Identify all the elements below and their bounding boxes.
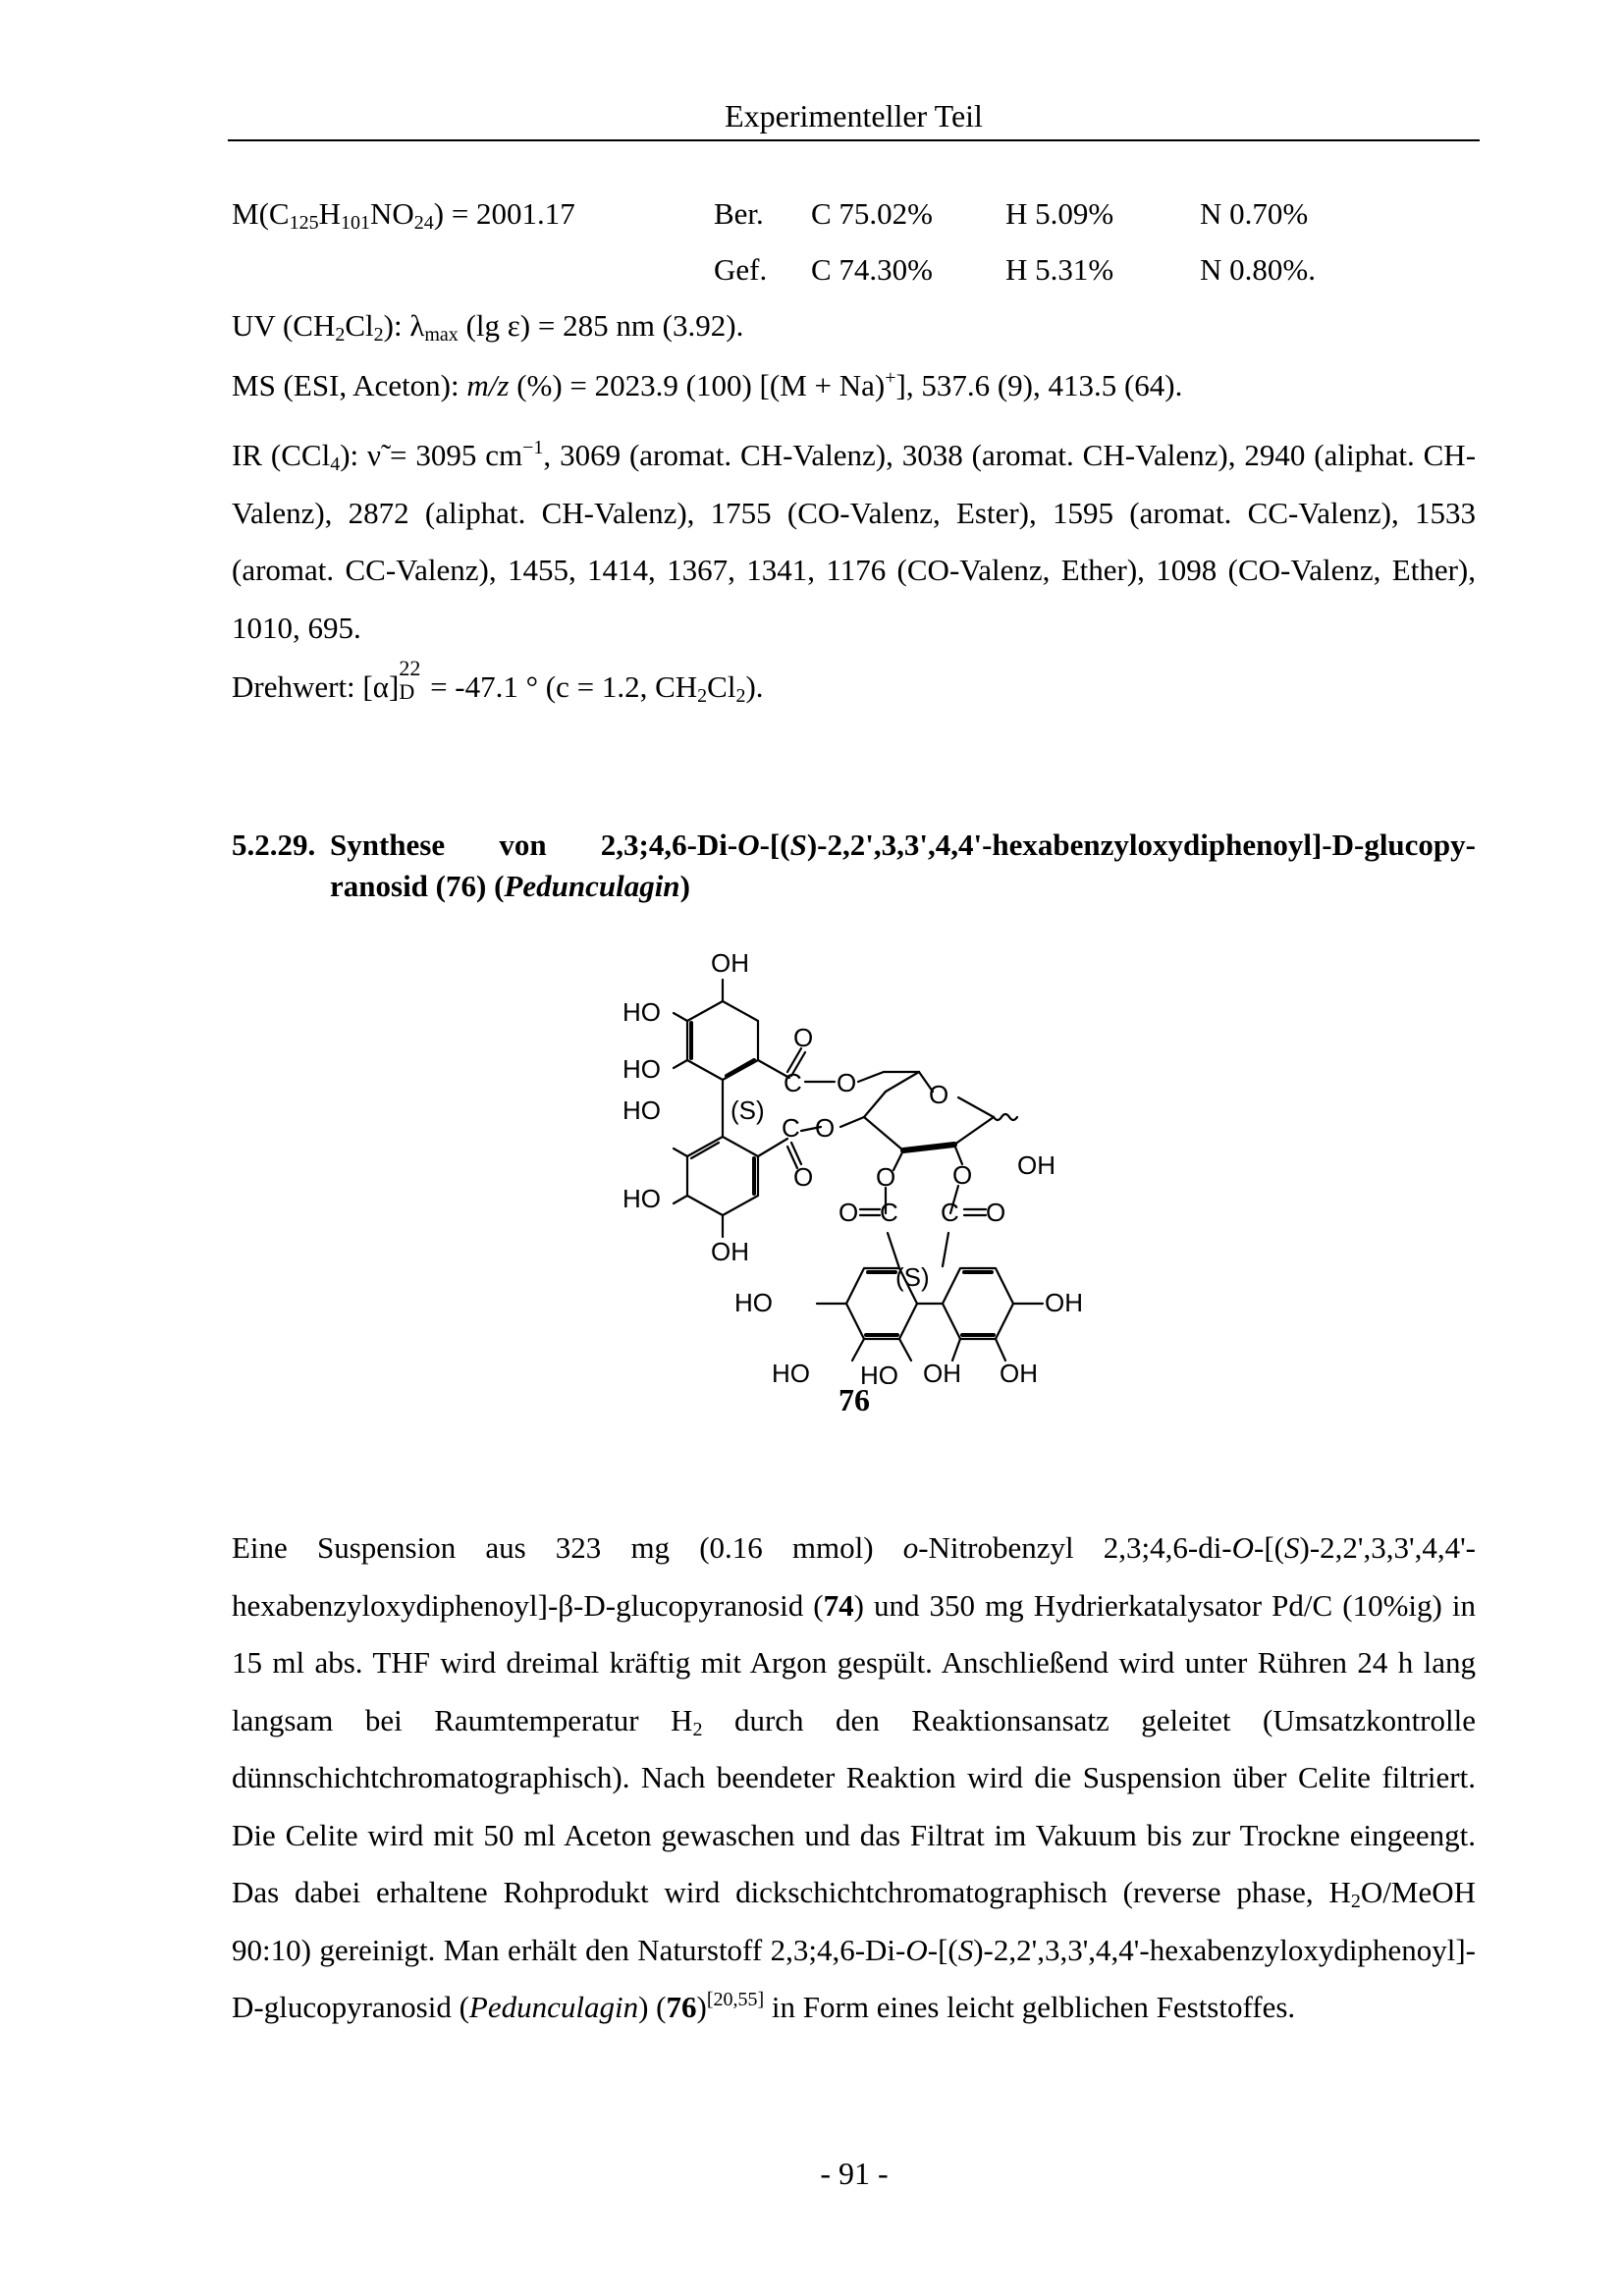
ir-paragraph: IR (CCl$_4$): ν̃ = 3095 $cm^{-1}$, 3069 (aromat. CH-Valenz), 3038 (aromat. CH-Valenz), 2940 (aliphat. CH-Valenz), 2872 (aliphat. CH-Valenz), 1755 (CO-Valenz, Ester), 1595 (aromat. CC-Valenz), 1533 (aromat. CC-Valenz), 1455, 1414, 1367, 1341, 1176 (CO-Valenz, Ether), 1098 (CO-Valenz, Ether), 1010, 695. — [232, 437, 1477, 645]
label-c: C — [784, 1068, 802, 1097]
label-ho: HO — [622, 997, 661, 1027]
section-title: Synthese von 2,3;4,6-Di-O-[(S)-2,2',3,3',4,4'-hexabenzyloxydiphenoyl]-D-glucopy- ranosid (76) (Pedunculagin) — [330, 828, 1476, 903]
label-ho: HO — [622, 1054, 661, 1084]
label-ho: HO — [772, 1359, 810, 1384]
label-c: C — [941, 1198, 959, 1227]
pedunculagin-structure — [609, 942, 1100, 1384]
label-o: O — [815, 1113, 836, 1143]
label-s: (S) — [730, 1095, 765, 1125]
label-oh: OH — [923, 1359, 961, 1384]
uv-line: UV $(CH_2Cl_2)$: $\lambda_{max}$ (lg ε) = 285 nm (3.92). — [232, 308, 744, 346]
calculated-label: Ber. — [714, 196, 764, 231]
label-o: O — [952, 1160, 973, 1190]
label-oh: OH — [1045, 1288, 1083, 1317]
page-number: - 91 - — [820, 2156, 889, 2191]
label-o: O — [837, 1068, 857, 1097]
label-ho: HO — [622, 1095, 661, 1125]
lower-ring-b — [943, 1268, 1013, 1339]
found-label: Gef. — [714, 252, 768, 287]
label-oh: OH — [711, 948, 749, 978]
label-c: C — [880, 1198, 898, 1227]
section-number: 5.2.29. — [232, 828, 316, 862]
label-oh: OH — [711, 1237, 749, 1266]
procedure-paragraph: Eine Suspension aus 323 mg (0.16 mmol) o-Nitrobenzyl 2,3;4,6-di-O-[(S)-2,2',3,3',4,4'-hexabenzyloxydiphenoyl]-β-D-glucopyranosid (74) und 350 mg Hydrierkatalysator Pd/C (10%ig) in 15 ml abs. THF wird dreimal kräftig mit Argon gespült. Anschließend wird unter Rühren 24 h lang langsam bei Raumtemperatur $H_2$ durch den Reaktionsansatz geleitet (Umsatzkontrolle dünnschichtchromatographisch). Nach beendeter Reaktion wird die Suspension über Celite filtriert. Die Celite wird mit 50 ml Aceton gewaschen und das Filtrat im Vakuum bis zur Trockne eingeengt. Das dabei erhaltene Rohprodukt wird dickschichtchromatographisch (reverse phase, $H_2O$/MeOH 90:10) gereinigt. Man erhält den Naturstoff 2,3;4,6-Di-O-[(S)-2,2',3,3',4,4'-hexabenzyloxydiphenoyl]-D-glucopyranosid (Pedunculagin) (76)[20,55] in Form eines leicht gelblichen Feststoffes. — [232, 1530, 1476, 2024]
label-o: O — [986, 1198, 1006, 1227]
label-oh: OH — [1000, 1359, 1038, 1384]
label-o: O — [793, 1162, 814, 1192]
label-oh: OH — [1017, 1150, 1055, 1180]
upper-ring-b — [687, 1137, 758, 1215]
molar-mass: $M(C_{125}H_{101}NO_{24}) = 2001.17$ — [232, 196, 575, 234]
calculated-c: C 75.02% — [811, 196, 933, 231]
ms-line: MS (ESI, Aceton): m/z (%) = 2023.9 (100) [(M + Na)+], 537.6 (9), 413.5 (64). — [232, 367, 1183, 402]
compound-number: 76 — [839, 1382, 870, 1417]
header-rule — [228, 139, 1480, 141]
found-c: C 74.30% — [811, 252, 933, 287]
label-c: C — [782, 1113, 800, 1143]
calculated-n: N 0.70% — [1200, 196, 1309, 231]
calculated-h: H 5.09% — [1005, 196, 1114, 231]
label-o: O — [876, 1162, 896, 1192]
label-ho: HO — [734, 1288, 773, 1317]
label-ho: HO — [622, 1184, 661, 1213]
found-n: N 0.80%. — [1200, 252, 1316, 287]
running-header: Experimenteller Teil — [725, 98, 983, 133]
label-o: O — [793, 1023, 814, 1052]
upper-ring-a — [687, 1001, 758, 1080]
found-h: H 5.31% — [1005, 252, 1114, 287]
label-s: (S) — [895, 1262, 930, 1292]
label-ho: HO — [860, 1361, 898, 1384]
optical-rotation: Drehwert: [α] 22 D = -47.1 ° (c = 1.2, $CH_2Cl_2$). — [232, 656, 764, 707]
label-o: O — [839, 1198, 859, 1227]
label-o: O — [929, 1080, 949, 1109]
